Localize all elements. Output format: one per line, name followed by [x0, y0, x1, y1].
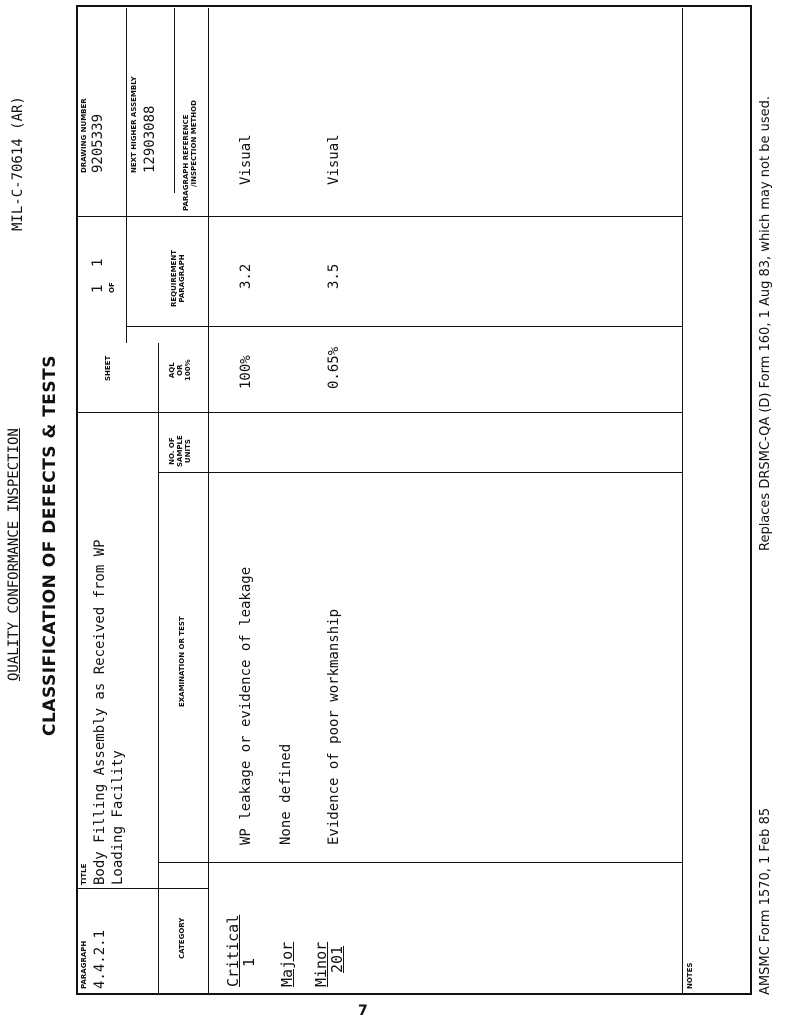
- page-number: 7: [358, 1003, 368, 1019]
- row-exam: Evidence of poor workmanship: [326, 608, 342, 845]
- section-title: QUALITY CONFORMANCE INSPECTION: [6, 428, 22, 681]
- row-method: Visual: [326, 134, 342, 185]
- sheet-of: OF: [108, 282, 116, 293]
- inspection-form: [76, 5, 752, 995]
- row-number: 1: [240, 957, 258, 967]
- nha-value: 12903088: [142, 105, 158, 173]
- col-sample: NO. OF SAMPLE UNITS: [168, 435, 192, 467]
- main-title: CLASSIFICATION OF DEFECTS & TESTS: [40, 355, 60, 736]
- notes-separator: [682, 8, 683, 993]
- col-exam: EXAMINATION OR TEST: [178, 616, 186, 707]
- row-req: 3.2: [238, 263, 254, 289]
- title-line-2: Loading Facility: [110, 750, 126, 885]
- row-aql: 100%: [238, 355, 254, 389]
- col-category: CATEGORY: [178, 917, 186, 959]
- row-category: Minor: [312, 941, 330, 987]
- row-category: Critical: [224, 914, 242, 987]
- title-label: TITLE: [80, 863, 88, 885]
- col-aql: AQL OR 100%: [168, 359, 192, 381]
- row-exam: WP leakage or evidence of leakage: [238, 566, 254, 845]
- title-line-1: Body Filling Assembly as Received from WP: [92, 539, 108, 885]
- nha-label: NEXT HIGHER ASSEMBLY: [130, 76, 138, 173]
- col-req: REQUIREMENT PARAGRAPH: [170, 250, 186, 307]
- header-separator: [208, 8, 209, 993]
- drawing-label: DRAWING NUMBER: [80, 98, 88, 173]
- paragraph-label: PARAGRAPH: [80, 940, 88, 989]
- spec-number: MIL-C-70614 (AR): [10, 96, 26, 231]
- drawing-value: 9205339: [90, 113, 106, 173]
- row-method: Visual: [238, 134, 254, 185]
- sheet-total: 1: [90, 258, 106, 267]
- row-exam: None defined: [278, 743, 294, 845]
- sheet-label: SHEET: [104, 355, 112, 381]
- row-number: 201: [328, 945, 346, 973]
- sheet-number: 1: [90, 284, 106, 293]
- notes-label: NOTES: [686, 962, 694, 989]
- row-aql: 0.65%: [326, 346, 342, 389]
- col-ref: PARAGRAPH REFERENCE /INSPECTION METHOD: [182, 100, 198, 211]
- replaces-note: Replaces DRSMC-QA (D) Form 160, 1 Aug 83, which may not be used.: [758, 96, 773, 551]
- paragraph-value: 4.4.2.1: [92, 929, 108, 989]
- row-req: 3.5: [326, 263, 342, 289]
- form-id: AMSMC Form 1570, 1 Feb 85: [758, 807, 773, 995]
- row-category: Major: [278, 941, 296, 987]
